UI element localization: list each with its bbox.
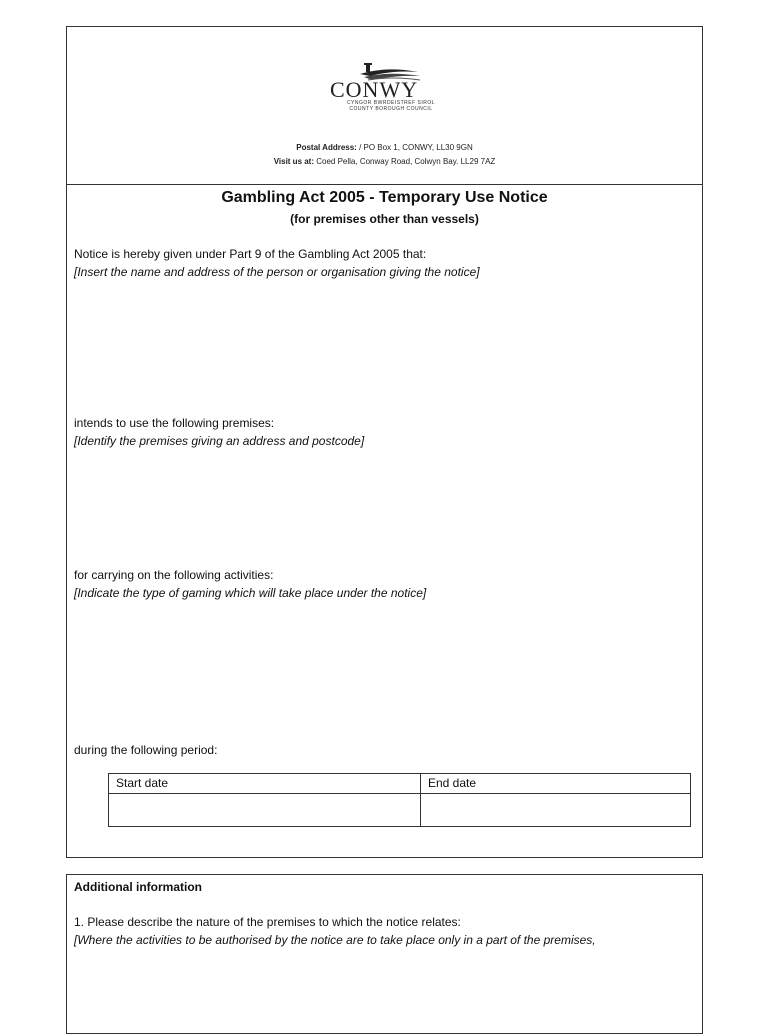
- end-date-field[interactable]: [421, 794, 691, 827]
- notice-form-frame: [66, 26, 703, 858]
- logo-subtitle-welsh: CYNGOR BWRDEISTREF SIROL: [346, 100, 436, 106]
- notice-hint: [Insert the name and address of the person or organisation giving the notice]: [74, 265, 480, 279]
- visit-address-label: Visit us at:: [273, 157, 315, 166]
- letterhead: [67, 27, 702, 185]
- postal-address-line: [67, 143, 702, 152]
- logo-wordmark: CONWY: [330, 77, 419, 102]
- additional-info-heading: Additional information: [74, 880, 202, 894]
- form-title: Gambling Act 2005 - Temporary Use Notice: [221, 189, 548, 206]
- question-1: 1. Please describe the nature of the premises to which the notice relates:: [74, 915, 461, 929]
- visit-address-line: [67, 157, 702, 166]
- logo-subtitle-english: COUNTY BOROUGH COUNCIL: [349, 106, 433, 112]
- premises-intro: intends to use the following premises:: [74, 416, 275, 430]
- period-intro: during the following period:: [74, 743, 218, 757]
- postal-address-value: / PO Box 1, CONWY, LL30 9GN: [356, 143, 473, 152]
- additional-info-section: [66, 874, 703, 1034]
- start-date-field[interactable]: [109, 794, 421, 827]
- activities-intro: for carrying on the following activities:: [74, 568, 274, 582]
- notice-intro: Notice is hereby given under Part 9 of the Gambling Act 2005 that:: [74, 247, 427, 261]
- question-1-hint: [Where the activities to be authorised by the notice are to take place only in a part of the premises,: [74, 933, 596, 947]
- activities-hint: [Indicate the type of gaming which will take place under the notice]: [74, 586, 427, 600]
- start-date-header: Start date: [109, 774, 421, 794]
- period-table: [108, 773, 691, 827]
- end-date-header: End date: [421, 774, 691, 794]
- visit-address-value: Coed Pella, Conway Road, Colwyn Bay. LL29 7AZ: [314, 157, 496, 166]
- premises-hint: [Identify the premises giving an address and postcode]: [74, 434, 365, 448]
- form-subtitle: (for premises other than vessels): [290, 212, 479, 226]
- postal-address-label: Postal Address:: [296, 143, 357, 152]
